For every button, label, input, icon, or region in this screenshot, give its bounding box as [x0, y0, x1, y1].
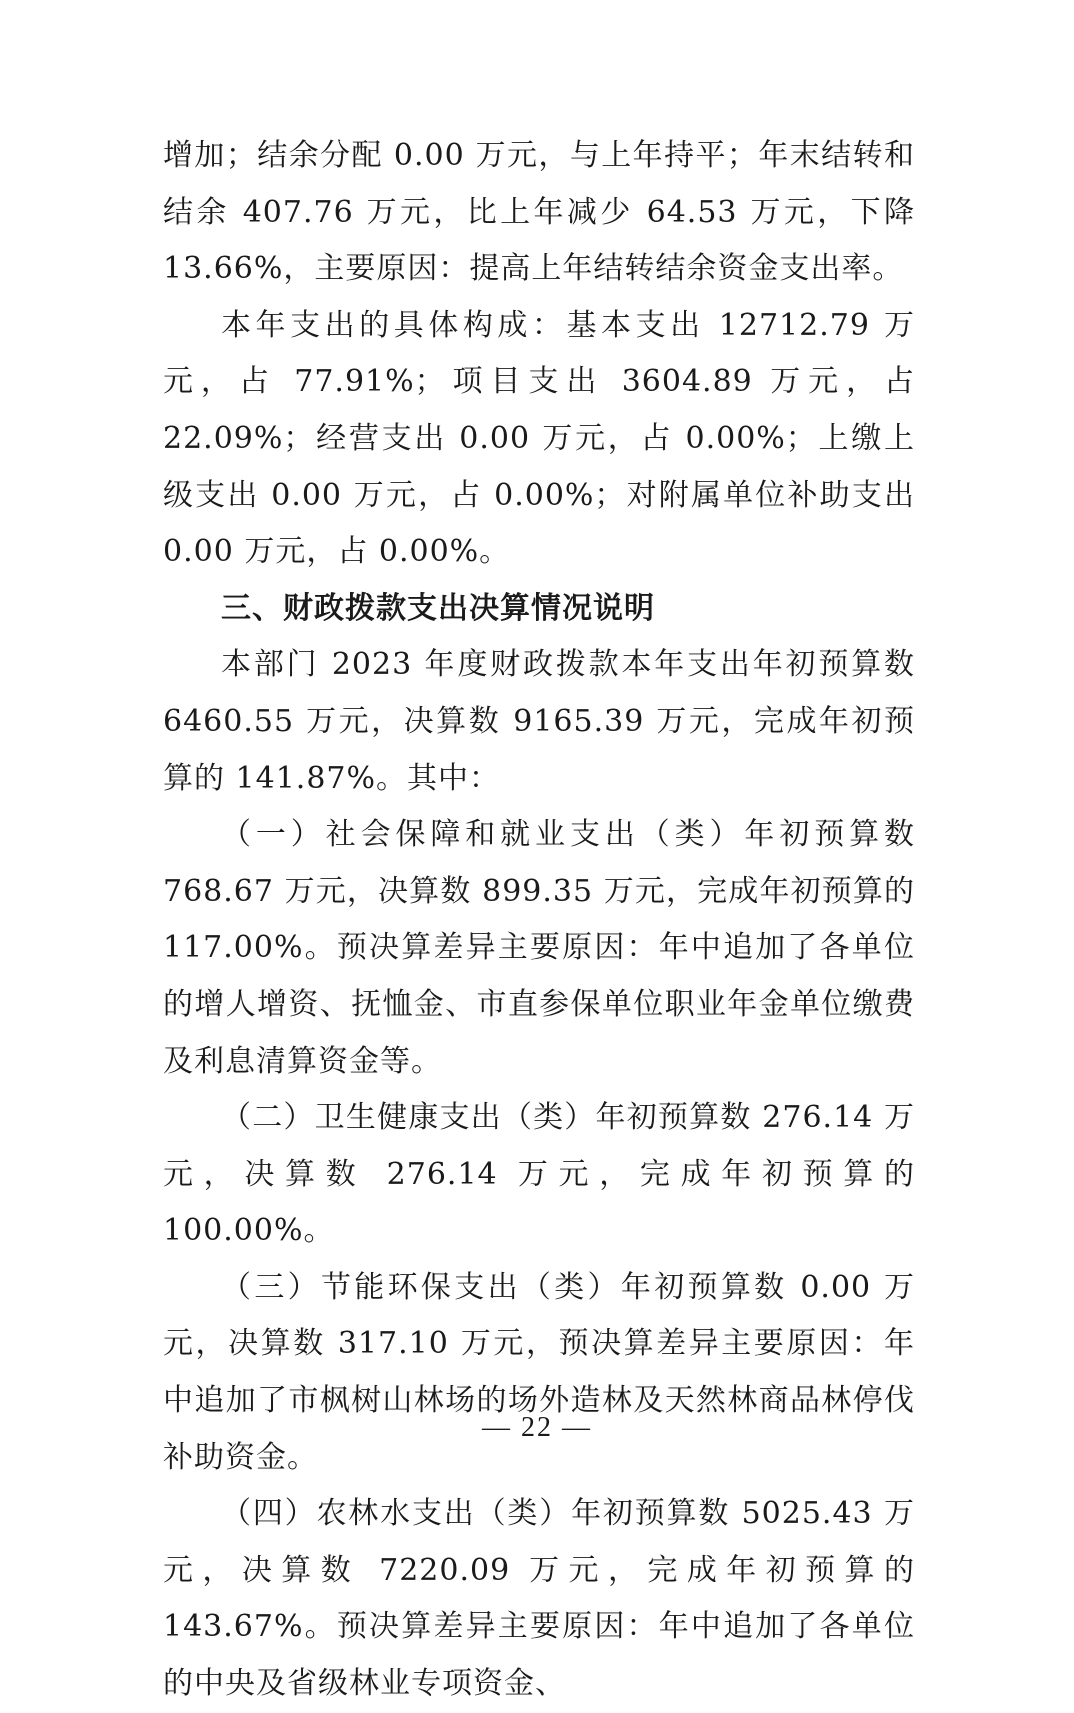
paragraph-health: （二）卫生健康支出（类）年初预算数 276.14 万元，决算数 276.14 万元，完成年初预算的 100.00%。	[163, 1100, 915, 1249]
paragraph-agriculture-forestry-water: （四）农林水支出（类）年初预算数 5025.43 万元，决算数 7220.09 万元，完成年初预算的 143.67%。预决算差异主要原因：年中追加了各单位的中央及省级林业专项资金、	[163, 1496, 915, 1702]
paragraph-fiscal-expenditure-summary: 本部门 2023 年度财政拨款本年支出年初预算数 6460.55 万元，决算数 9165.39 万元，完成年初预算的 141.87%。其中：	[163, 647, 915, 796]
section-heading: 三、财政拨款支出决算情况说明	[221, 590, 655, 626]
paragraph-energy-environment: （三）节能环保支出（类）年初预算数 0.00 万元，决算数 317.10 万元，预决算差异主要原因：年中追加了市枫树山林场的场外造林及天然林商品林停伐补助资金。	[163, 1269, 915, 1475]
paragraph-continuation: 增加；结余分配 0.00 万元，与上年持平；年末结转和结余 407.76 万元，比上年减少 64.53 万元，下降 13.66%，主要原因：提高上年结转结余资金支出率。	[163, 138, 915, 287]
document-body	[163, 128, 915, 1713]
paragraph-expenditure-composition: 本年支出的具体构成：基本支出 12712.79 万元，占 77.91%；项目支出 3604.89 万元，占 22.09%；经营支出 0.00 万元，占 0.00%；上缴上级支出 0.00 万元，占 0.00%；对附属单位补助支出 0.00 万元，占 0.00%。	[163, 307, 915, 570]
page-number: — 22 —	[482, 1412, 592, 1443]
paragraph-social-security: （一）社会保障和就业支出（类）年初预算数 768.67 万元，决算数 899.35 万元，完成年初预算的 117.00%。预决算差异主要原因：年中追加了各单位的增人增资、抚恤金、市直参保单位职业年金单位缴费及利息清算资金等。	[163, 817, 915, 1079]
